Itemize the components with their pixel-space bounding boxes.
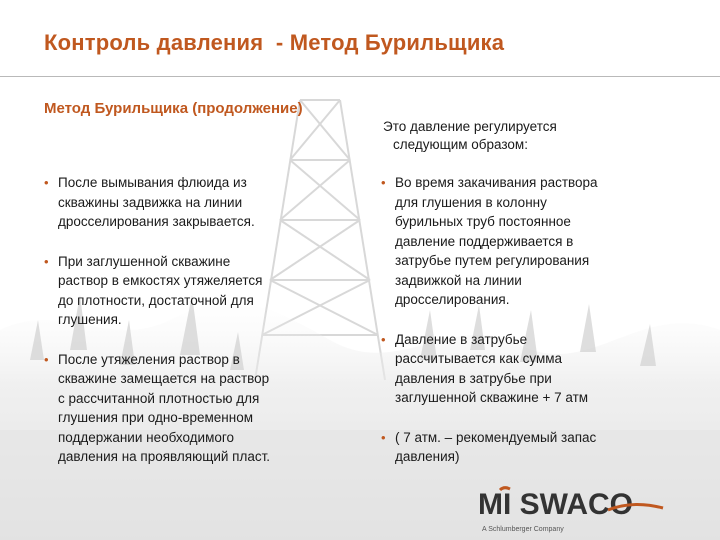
list-item [44, 252, 334, 330]
list-item [44, 173, 334, 232]
intro-line-1: Это давление регулируется [383, 119, 557, 134]
bullet-icon: • [44, 175, 49, 190]
bullet-icon: • [381, 175, 386, 190]
bullet-icon: • [381, 331, 386, 347]
slide-subtitle: Метод Бурильщика (продолжение) [44, 100, 303, 117]
list-item [381, 428, 671, 467]
bullet-icon: • [44, 253, 49, 269]
bullet-text: При заглушенной скважине раствор в емкостях утяжеляется до плотности, достаточной для глушения. [58, 253, 263, 327]
bullet-text: После вымывания флюида из скважины задвижка на линии дросселирования закрывается. [58, 175, 255, 229]
bullet-icon: • [44, 351, 49, 367]
bullet-text: ( 7 атм. – рекомендуемый запас давления) [395, 429, 597, 464]
bullet-text: Во время закачивания раствора для глушения в колонну бурильных труб постоянное давление поддерживается в затрубье путем регулирования задвижкой на линии дросселирования. [395, 175, 598, 307]
list-item [44, 350, 334, 467]
title-divider [0, 76, 720, 77]
slide-title: Контроль давления - Метод Бурильщика [44, 30, 505, 55]
bullet-text: После утяжеления раствор в скважине замещается на раствор с рассчитанной плотностью для глушения при одно-временном поддержании необходимого давления на проявляющий пласт. [58, 351, 271, 464]
logo-wordmark: MI SWACO [478, 488, 633, 520]
bullet-text: Давление в затрубье рассчитывается как сумма давления в затрубье при заглушенной скважине + 7 атм [395, 331, 589, 405]
list-item [381, 173, 671, 310]
miswaco-logo-icon [478, 486, 668, 520]
left-bullet-list [44, 173, 334, 467]
logo-tagline: A Schlumberger Company [482, 526, 564, 533]
intro-line-2: следующим образом: [393, 137, 528, 152]
bullet-icon: • [381, 429, 386, 445]
list-item [381, 330, 671, 408]
right-bullet-list [381, 173, 671, 467]
company-logo [478, 486, 668, 533]
intro-text [383, 118, 643, 154]
